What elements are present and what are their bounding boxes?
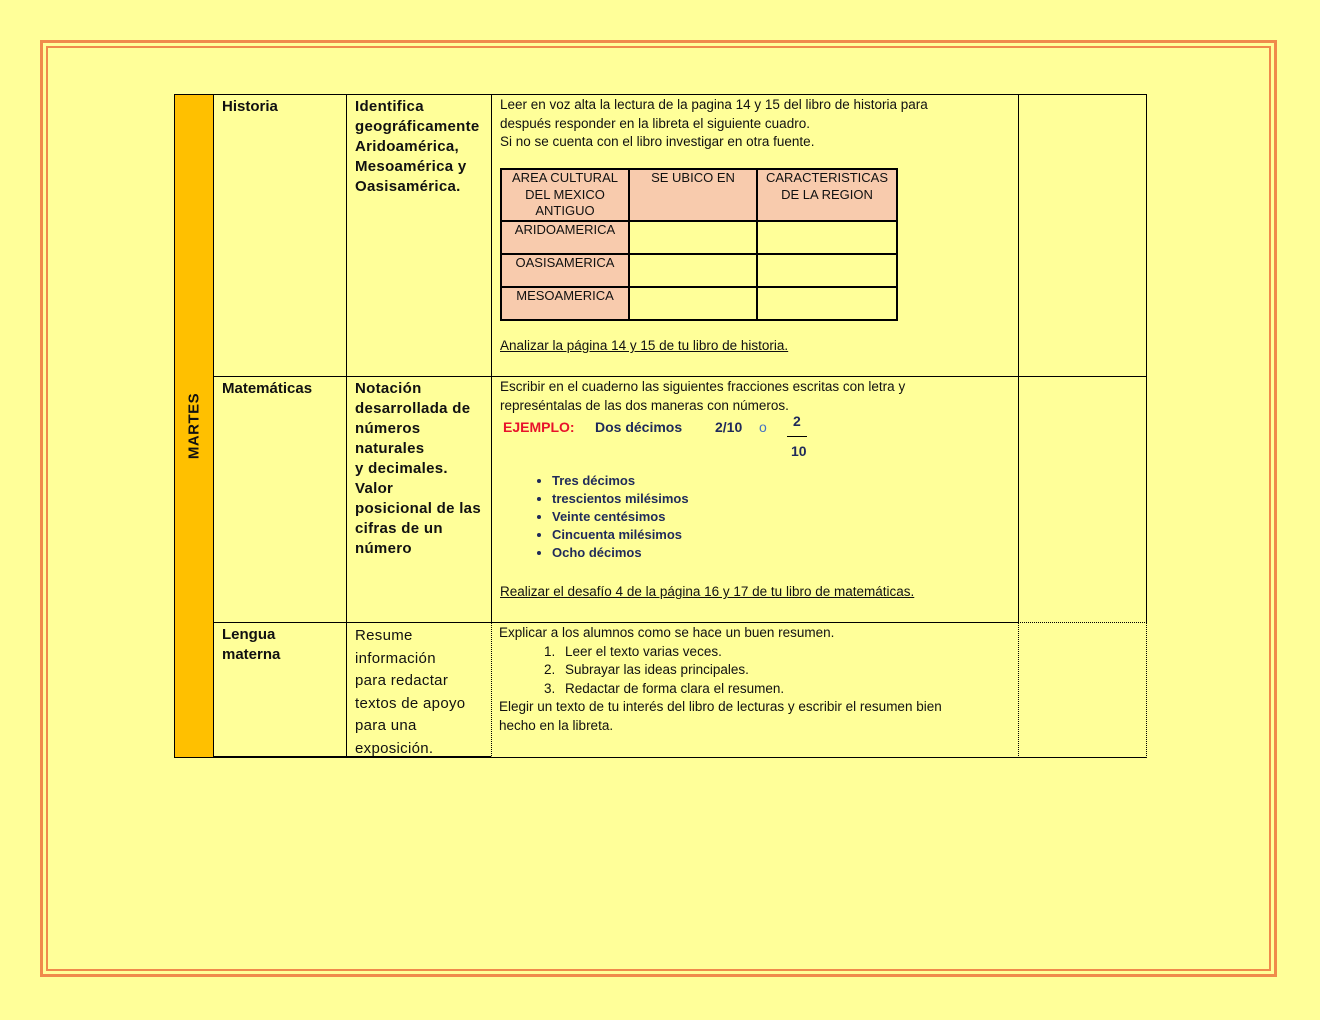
table-cell-empty: [757, 221, 897, 254]
subject-historia: Historia: [213, 94, 347, 377]
fraction-list: [500, 472, 689, 562]
fraction-denominator: 10: [791, 443, 807, 459]
list-item: • Veinte centésimos: [552, 508, 689, 526]
table-row-label: MESOAMERICA: [501, 287, 629, 320]
learning-matematicas: Notación desarrollada de números naturales y decimales. Valor posicional de las cifras de un número: [346, 376, 492, 623]
list-item: 1. Leer el texto varias veces.: [559, 643, 1011, 662]
observations-cell: [1018, 376, 1147, 623]
observations-cell: [1018, 622, 1147, 758]
table-row-label: OASISAMERICA: [501, 254, 629, 287]
subject-matematicas: Matemáticas: [213, 376, 347, 623]
table-row-label: ARIDOAMERICA: [501, 221, 629, 254]
activity-matematicas: Escribir en el cuaderno las siguientes fracciones escritas con letra y represéntalas de las dos maneras con números.: [491, 376, 1019, 623]
day-label: MARTES: [185, 392, 203, 460]
table-edge: [174, 622, 175, 758]
example-label: EJEMPLO:: [503, 419, 575, 435]
list-item: 2. Subrayar las ideas principales.: [559, 661, 1011, 680]
example-or: o: [759, 419, 767, 435]
cultural-areas-table: [500, 168, 898, 321]
example-fraction: 2/10: [715, 419, 743, 435]
observations-cell: [1018, 94, 1147, 377]
list-item: • Cincuenta milésimos: [552, 526, 689, 544]
table-cell-empty: [757, 254, 897, 287]
matematicas-footer-instruction: Realizar el desafío 4 de la página 16 y 17 de tu libro de matemáticas.: [500, 584, 915, 599]
learning-historia: Identifica geográficamente Aridoamérica, Mesoamérica y Oasisamérica.: [346, 94, 492, 377]
fraction-bar: [787, 436, 807, 437]
activity-historia: Leer en voz alta la lectura de la pagina 14 y 15 del libro de historia para después responder en la libreta el siguiente cuadro. Si no se cuenta con el libro investigar en otra fuente.: [491, 94, 1019, 377]
day-column: [174, 94, 213, 758]
list-item: • Tres décimos: [552, 472, 689, 490]
table-cell-empty: [757, 287, 897, 320]
historia-footer-instruction: Analizar la página 14 y 15 de tu libro de historia.: [500, 338, 789, 353]
example-words: Dos décimos: [595, 419, 683, 435]
steps-list: [499, 643, 1011, 699]
subject-lengua-materna: Lengua materna: [213, 622, 347, 758]
table-cell-empty: [629, 254, 757, 287]
activity-lengua-materna: Explicar a los alumnos como se hace un buen resumen. 1. Leer el texto varias veces. 2. Subrayar las ideas principales. 3. Redactar de forma clara el resumen. Elegir un texto de tu interés del libro de lecturas y escribir el resumen bien hecho en la libreta.: [491, 622, 1019, 758]
list-item: • Ocho décimos: [552, 544, 689, 562]
table-header-row: [501, 169, 897, 221]
table-cell-empty: [629, 221, 757, 254]
fraction-numerator: 2: [793, 413, 801, 429]
table-row: [501, 254, 897, 287]
table-cell-empty: [629, 287, 757, 320]
table-header-cell: AREA CULTURAL DEL MEXICO ANTIGUO: [501, 169, 629, 221]
list-item: 3. Redactar de forma clara el resumen.: [559, 680, 1011, 699]
table-header-cell: SE UBICO EN: [629, 169, 757, 221]
list-item: • trescientos milésimos: [552, 490, 689, 508]
learning-lengua-materna: Resume información para redactar textos de apoyo para una exposición.: [346, 622, 492, 758]
table-row: [501, 221, 897, 254]
table-header-cell: CARACTERISTICAS DE LA REGION: [757, 169, 897, 221]
table-row: [501, 287, 897, 320]
